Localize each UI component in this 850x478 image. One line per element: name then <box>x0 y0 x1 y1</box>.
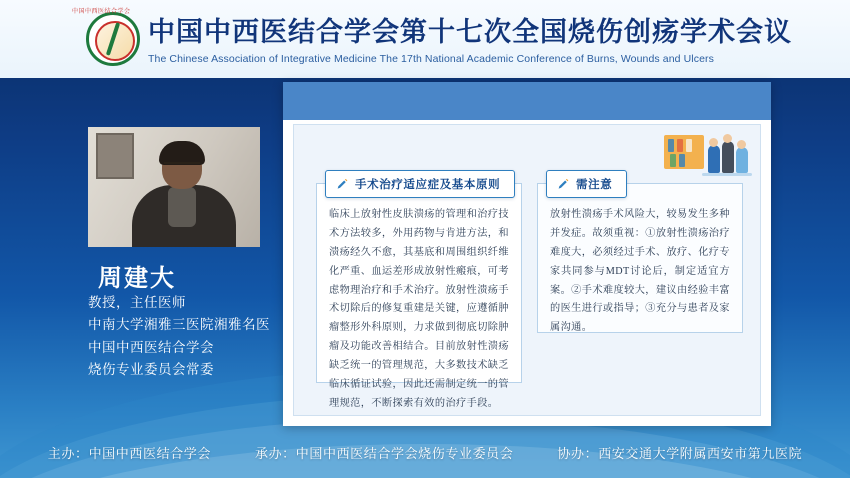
presenter-society-line: 中国中西医结合学会 <box>88 339 214 355</box>
presenter-video-feed <box>88 127 260 247</box>
association-logo-icon <box>86 12 140 66</box>
footer-credits <box>0 443 850 462</box>
logo-caption: 中国中西医结合学会 <box>72 9 131 15</box>
footer-organizer: 承办：中国中西医结合学会烧伤专业委员会 <box>254 446 514 461</box>
presenter-affiliation-line: 中南大学湘雅三医院湘雅名医 <box>88 317 270 333</box>
background-picture-frame <box>96 133 134 179</box>
panel-right-body: 放射性溃疡手术风险大，较易发生多种并发症。故须重视：①放射性溃疡治疗难度大，必须经过手术、放疗、化疗专家共同参与MDT讨论后，制定适宜方案。②手术难度较大，建议由经验丰富的医生进行或指导；③充分与患者及家属沟通。 <box>550 209 730 334</box>
conference-header <box>0 0 850 78</box>
panel-right-title: 需注意 <box>576 179 613 191</box>
pencil-icon <box>557 178 570 191</box>
pencil-icon <box>336 178 349 191</box>
panel-cautions <box>537 179 743 334</box>
presenter-title-line: 教授，主任医师 <box>88 295 186 310</box>
slide-header-band <box>283 82 771 120</box>
panel-right-header <box>546 170 627 198</box>
illustration-graphic <box>656 129 748 187</box>
slide-content-panel <box>293 124 761 416</box>
panel-left-header <box>325 170 515 198</box>
footer-host: 主办：中国中西医结合学会 <box>47 446 211 461</box>
panel-left-title: 手术治疗适应症及基本原则 <box>355 179 501 191</box>
presenter-name: 周建大 <box>98 266 176 292</box>
panel-surgical-indications <box>316 179 522 409</box>
conference-title-cn: 中国中西医结合学会第十七次全国烧伤创疡学术会议 <box>148 16 792 47</box>
bookshelf-icon <box>664 135 704 169</box>
presenter-committee-line: 烧伤专业委员会常委 <box>88 361 214 377</box>
slide-area[interactable] <box>283 82 771 426</box>
conference-title-en: The Chinese Association of Integrative Medicine The 17th National Academic Conference of Burns, Wounds and Ulcers <box>148 53 714 66</box>
presenter-credentials <box>88 292 288 381</box>
header-titles <box>148 17 792 65</box>
glasses-icon <box>164 162 200 173</box>
panel-left-body: 临床上放射性皮肤溃疡的管理和治疗技术方法较多，外用药物与肯进方法，和溃疡经久不愈，其基底和周围组织纤维化严重、血运差形成放射性瘢痕，可考虑物理治疗和手术治疗。放射性溃疡手术切除后的修复重建是关键，应遵循肿瘤整形外科原则，力求做到彻底切除肿瘤及功能改善相结合。目前放射性溃疡缺乏统一的管理规范，大多数技术缺乏临床循证试验，因此还需制定统一的管理规范，不断探索有效的治疗手段。 <box>329 209 509 409</box>
footer-coorganizer: 协办：西安交通大学附属西安市第九医院 <box>557 446 803 461</box>
